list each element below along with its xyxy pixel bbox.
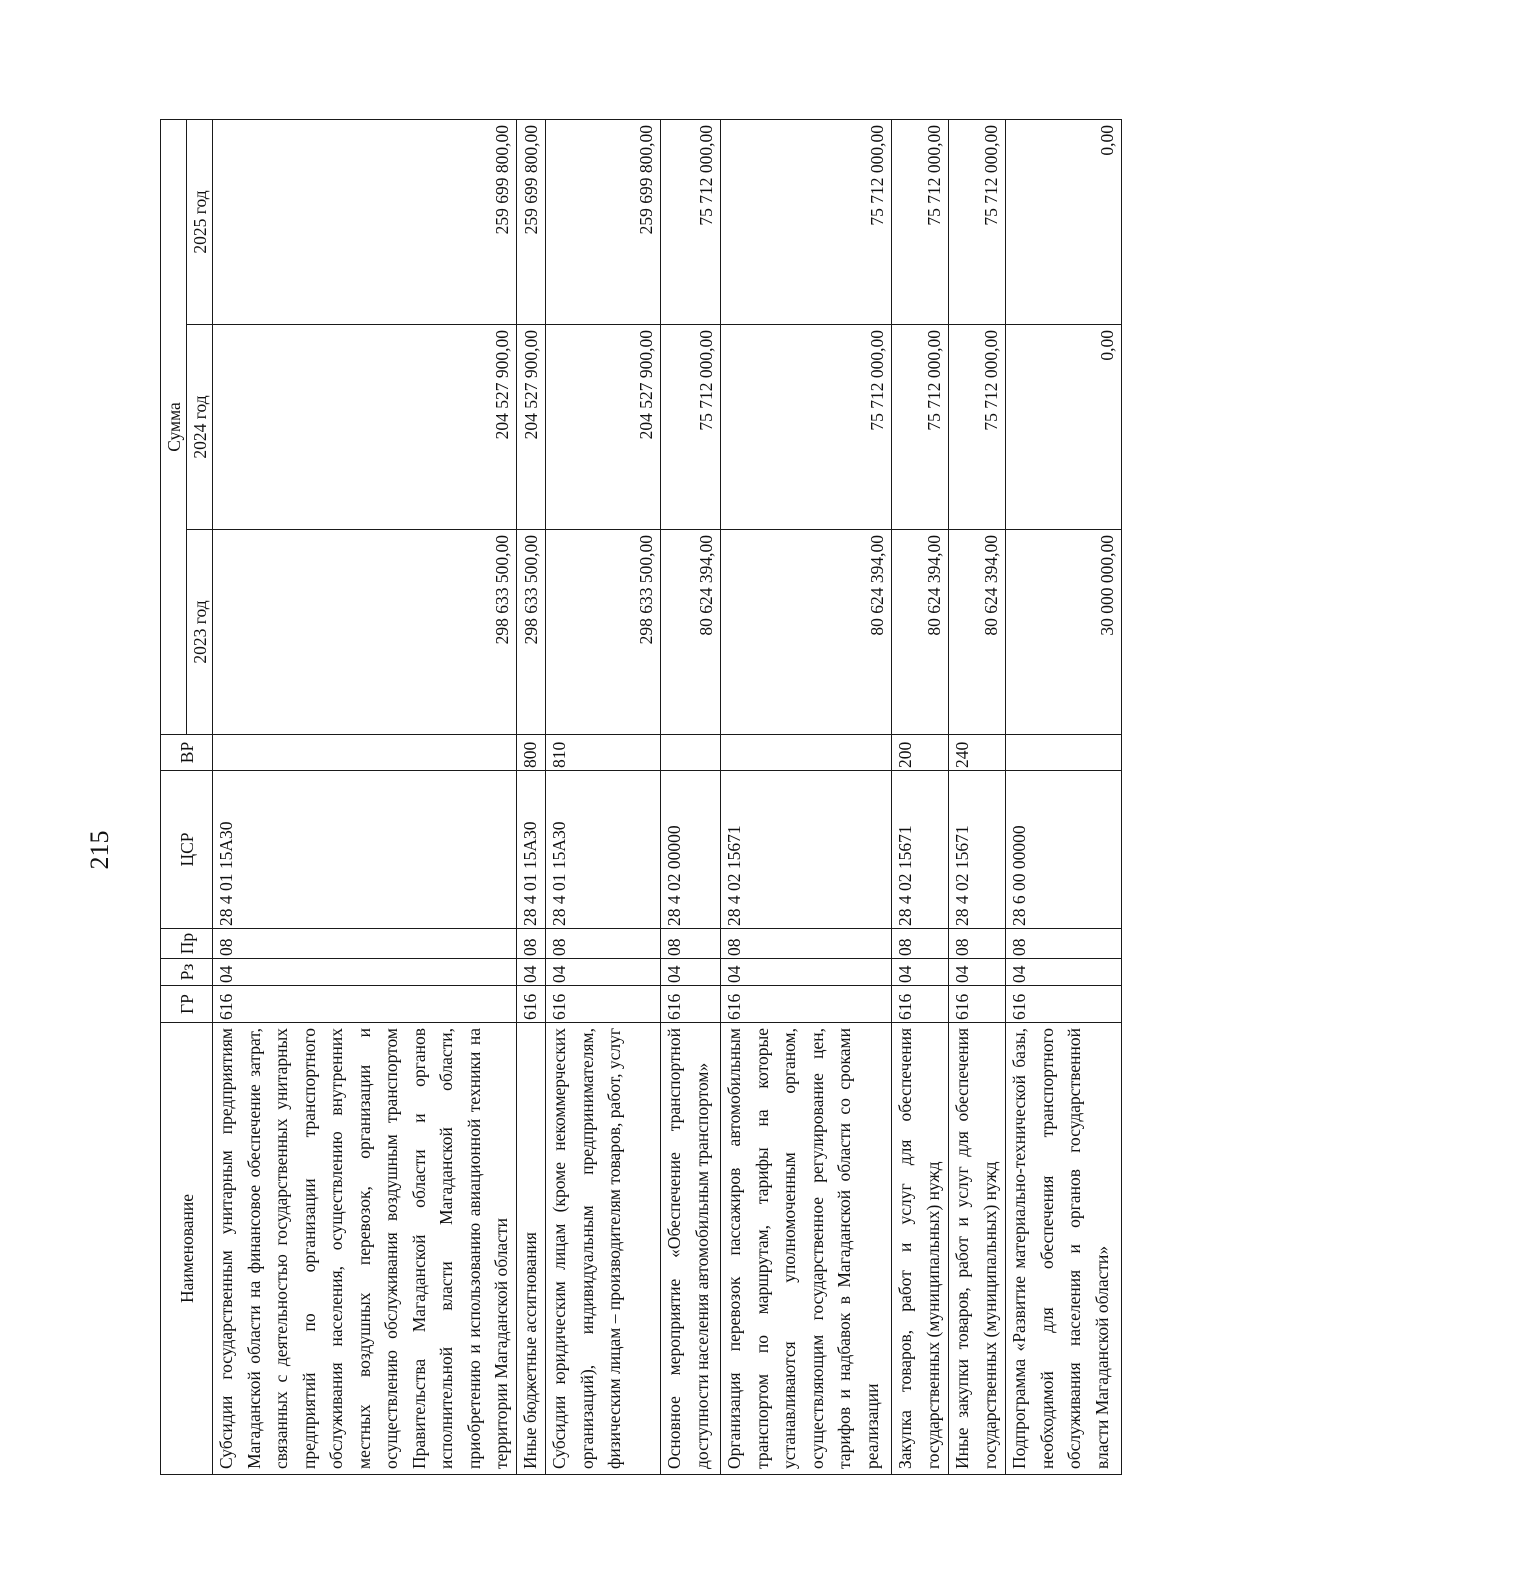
cell-name: Иные закупки товаров, работ и услуг для обеспечения государственных (муниципальных) нужд	[949, 1023, 1006, 1475]
cell-name: Организация перевозок пассажиров автомобильным транспортом по маршрутам, тарифы на которые устанавливаются уполномоченным органом, осуществляющим государственное регулирование цен, тарифов и надбавок в Магаданской области со сроками реализации	[721, 1023, 892, 1475]
cell-gr: 616	[517, 986, 546, 1023]
table-row	[1006, 119, 1122, 1474]
cell-2023: 30 000 000,00	[1006, 530, 1122, 735]
col-header-gr: ГР	[161, 986, 213, 1023]
cell-name: Субсидии государственным унитарным предприятиям Магаданской области на финансовое обеспечение затрат, связанных с деятельностью государственных унитарных предприятий по организации транспортного обслуживания населения, осуществлению внутренних местных воздушных перевозок, организации и осуществлению обслуживания воздушным транспортом Правительства Магаданской области и органов исполнительной власти Магаданской области, приобретению и использованию авиационной техники на территории Магаданской области	[213, 1023, 517, 1475]
cell-rz: 04	[721, 959, 892, 986]
cell-name: Подпрограмма «Развитие материально-технической базы, необходимой для обеспечения транспортного обслуживания населения и органов государственной власти Магаданской области»	[1006, 1023, 1122, 1475]
cell-rz: 04	[661, 959, 721, 986]
cell-pr: 08	[661, 929, 721, 959]
cell-pr: 08	[892, 929, 949, 959]
budget-table-frame	[160, 120, 1515, 1469]
table-row	[517, 119, 546, 1474]
cell-2024: 204 527 900,00	[213, 325, 517, 530]
cell-pr: 08	[517, 929, 546, 959]
cell-2024: 75 712 000,00	[949, 325, 1006, 530]
cell-vr	[1006, 735, 1122, 771]
col-header-pr: Пр	[161, 929, 213, 959]
cell-rz: 04	[892, 959, 949, 986]
cell-gr: 616	[949, 986, 1006, 1023]
cell-csr: 28 4 02 15671	[949, 771, 1006, 929]
col-header-2024: 2024 год	[187, 325, 213, 530]
table-row	[213, 119, 517, 1474]
cell-2023: 80 624 394,00	[721, 530, 892, 735]
cell-vr: 200	[892, 735, 949, 771]
cell-2024: 75 712 000,00	[721, 325, 892, 530]
cell-csr: 28 4 01 15А30	[517, 771, 546, 929]
budget-table	[160, 119, 1122, 1475]
col-header-2025: 2025 год	[187, 119, 213, 324]
cell-gr: 616	[661, 986, 721, 1023]
cell-2025: 75 712 000,00	[949, 119, 1006, 324]
page-number: 215	[85, 830, 114, 870]
cell-csr: 28 4 02 15671	[721, 771, 892, 929]
table-row	[661, 119, 721, 1474]
cell-rz: 04	[546, 959, 661, 986]
cell-2025: 0,00	[1006, 119, 1122, 324]
col-header-csr: ЦСР	[161, 771, 213, 929]
col-header-summa: Сумма	[161, 119, 187, 734]
cell-2024: 75 712 000,00	[892, 325, 949, 530]
cell-gr: 616	[721, 986, 892, 1023]
cell-vr	[661, 735, 721, 771]
cell-csr: 28 4 02 00000	[661, 771, 721, 929]
col-header-2023: 2023 год	[187, 530, 213, 735]
table-row	[949, 119, 1006, 1474]
cell-pr: 08	[721, 929, 892, 959]
cell-gr: 616	[546, 986, 661, 1023]
header-row-top	[161, 119, 187, 1474]
cell-2023: 80 624 394,00	[949, 530, 1006, 735]
cell-2023: 298 633 500,00	[517, 530, 546, 735]
cell-csr: 28 4 01 15А30	[213, 771, 517, 929]
cell-2023: 80 624 394,00	[661, 530, 721, 735]
cell-2024: 204 527 900,00	[546, 325, 661, 530]
cell-2023: 80 624 394,00	[892, 530, 949, 735]
cell-2025: 75 712 000,00	[661, 119, 721, 324]
budget-table-rotated	[160, 120, 1117, 1475]
cell-csr: 28 4 02 15671	[892, 771, 949, 929]
cell-pr: 08	[213, 929, 517, 959]
cell-vr: 240	[949, 735, 1006, 771]
cell-pr: 08	[949, 929, 1006, 959]
cell-vr	[721, 735, 892, 771]
table-row	[546, 119, 661, 1474]
cell-2025: 75 712 000,00	[892, 119, 949, 324]
cell-2025: 259 699 800,00	[546, 119, 661, 324]
cell-name: Основное мероприятие «Обеспечение транспортной доступности населения автомобильным транспортом»	[661, 1023, 721, 1475]
col-header-name: Наименование	[161, 1023, 213, 1475]
cell-name: Субсидии юридическим лицам (кроме некоммерческих организаций), индивидуальным предпринимателям, физическим лицам – производителям товаров, работ, услуг	[546, 1023, 661, 1475]
cell-2025: 259 699 800,00	[213, 119, 517, 324]
cell-name: Иные бюджетные ассигнования	[517, 1023, 546, 1475]
cell-vr	[213, 735, 517, 771]
cell-vr: 810	[546, 735, 661, 771]
cell-rz: 04	[1006, 959, 1122, 986]
cell-rz: 04	[949, 959, 1006, 986]
table-row	[892, 119, 949, 1474]
cell-2025: 75 712 000,00	[721, 119, 892, 324]
cell-gr: 616	[892, 986, 949, 1023]
col-header-rz: Рз	[161, 959, 213, 986]
cell-2024: 204 527 900,00	[517, 325, 546, 530]
cell-pr: 08	[1006, 929, 1122, 959]
col-header-vr: ВР	[161, 735, 213, 771]
cell-rz: 04	[213, 959, 517, 986]
table-row	[721, 119, 892, 1474]
cell-name: Закупка товаров, работ и услуг для обеспечения государственных (муниципальных) нужд	[892, 1023, 949, 1475]
cell-gr: 616	[213, 986, 517, 1023]
cell-vr: 800	[517, 735, 546, 771]
cell-pr: 08	[546, 929, 661, 959]
cell-2023: 298 633 500,00	[213, 530, 517, 735]
cell-2024: 0,00	[1006, 325, 1122, 530]
cell-csr: 28 4 01 15А30	[546, 771, 661, 929]
cell-rz: 04	[517, 959, 546, 986]
cell-2023: 298 633 500,00	[546, 530, 661, 735]
cell-gr: 616	[1006, 986, 1122, 1023]
cell-2025: 259 699 800,00	[517, 119, 546, 324]
cell-2024: 75 712 000,00	[661, 325, 721, 530]
cell-csr: 28 6 00 00000	[1006, 771, 1122, 929]
